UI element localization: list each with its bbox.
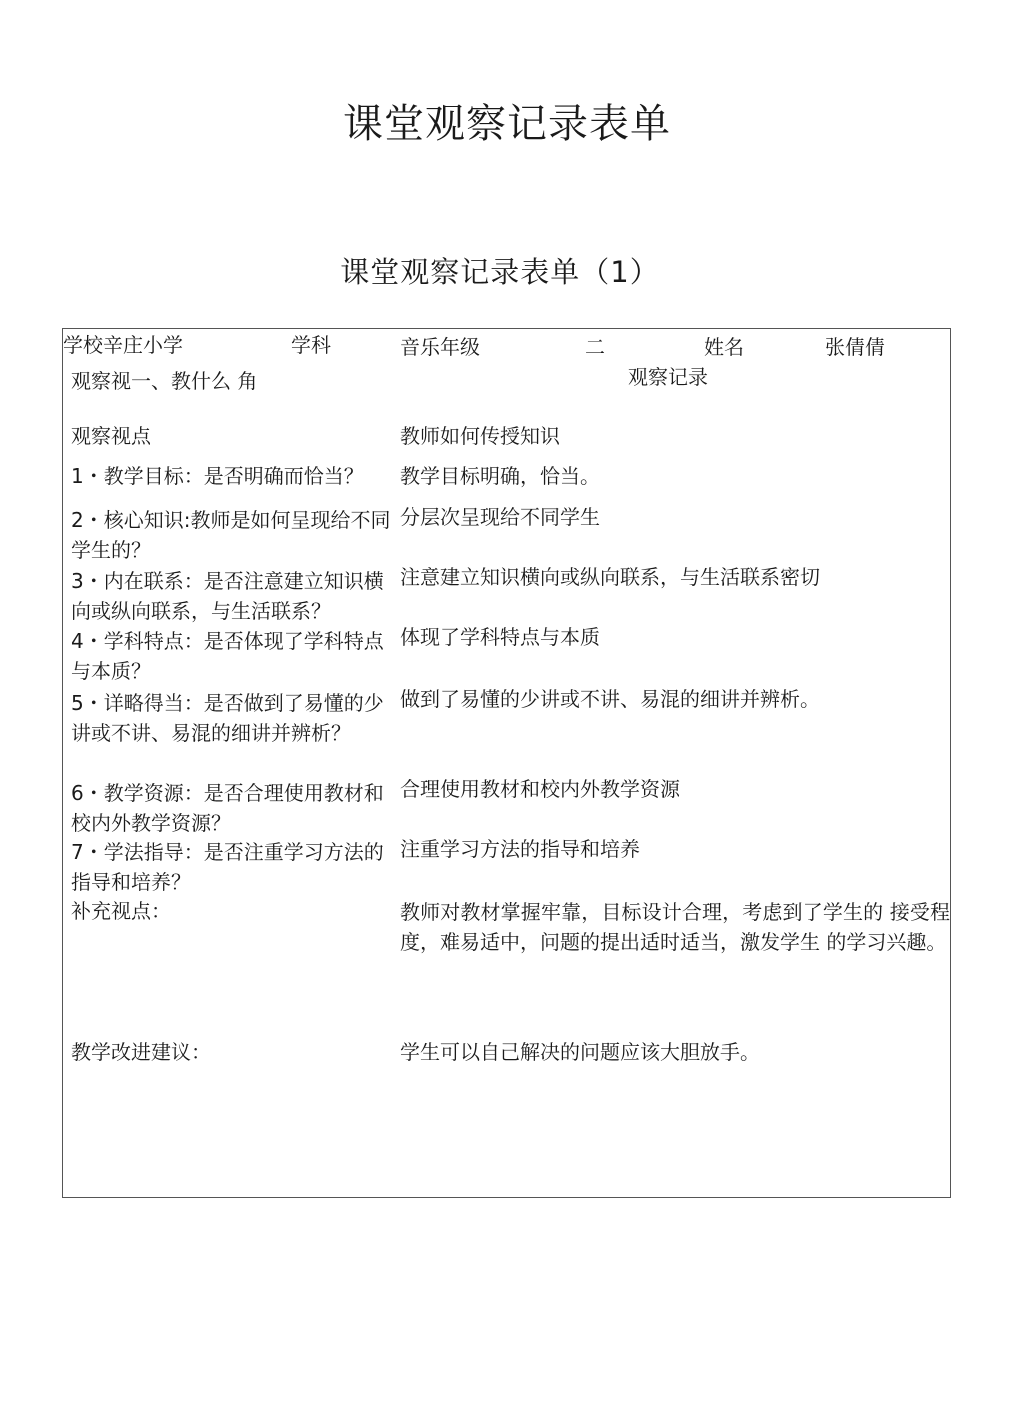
sub-title: 课堂观察记录表单（1） — [340, 255, 660, 289]
improvement-text: 学生可以自己解决的问题应该大胆放手。 — [400, 1040, 760, 1064]
record-title: 观察记录 — [628, 365, 708, 389]
main-title: 课堂观察记录表单 — [343, 101, 671, 147]
grade-value: 二 — [585, 335, 605, 359]
supplement-text: 教师对教材掌握牢靠，目标设计合理，考虑到了学生的 接受程度，难易适中，问题的提出适时适当，激发学生 的学习兴趣。 — [400, 900, 950, 954]
name-value: 张倩倩 — [825, 335, 885, 359]
item-question-1: 1・教学目标：是否明确而恰当？ — [71, 464, 364, 488]
item-answer-4: 体现了学科特点与本质 — [400, 625, 600, 649]
supplement-label: 补充视点： — [71, 899, 171, 923]
item-answer-1: 教学目标明确，恰当。 — [400, 464, 600, 488]
point-answer: 教师如何传授知识 — [400, 424, 560, 448]
subject-label: 学科 — [291, 333, 331, 357]
name-label: 姓名 — [704, 335, 744, 359]
item-answer-2: 分层次呈现给不同学生 — [400, 505, 600, 529]
item-question-6: 6・教学资源：是否合理使用教材和校内外教学资源？ — [71, 781, 384, 835]
improvement-label: 教学改进建议： — [71, 1040, 211, 1064]
observation-form-border — [62, 328, 951, 1198]
item-question-7: 7・学法指导：是否注重学习方法的指导和培养？ — [71, 840, 384, 894]
item-question-2: 2・核心知识:教师是如何呈现给不同学生的？ — [71, 508, 391, 562]
item-question-5: 5・详略得当：是否做到了易懂的少讲或不讲、易混的细讲并辨析？ — [71, 691, 384, 745]
perspective-title: 观察视一、教什么 角 — [71, 369, 258, 393]
item-answer-7: 注重学习方法的指导和培养 — [400, 837, 640, 861]
item-answer-5: 做到了易懂的少讲或不讲、易混的细讲并辨析。 — [400, 687, 820, 711]
item-question-3: 3・内在联系：是否注意建立知识横向或纵向联系，与生活联系？ — [71, 569, 384, 623]
item-answer-6: 合理使用教材和校内外教学资源 — [400, 777, 680, 801]
point-header: 观察视点 — [71, 424, 151, 448]
school-label: 学校辛庄小学 — [63, 333, 183, 357]
subject-grade-label: 音乐年级 — [400, 335, 480, 359]
item-answer-3: 注意建立知识横向或纵向联系，与生活联系密切 — [400, 565, 820, 589]
item-question-4: 4・学科特点：是否体现了学科特点与本质？ — [71, 629, 384, 683]
